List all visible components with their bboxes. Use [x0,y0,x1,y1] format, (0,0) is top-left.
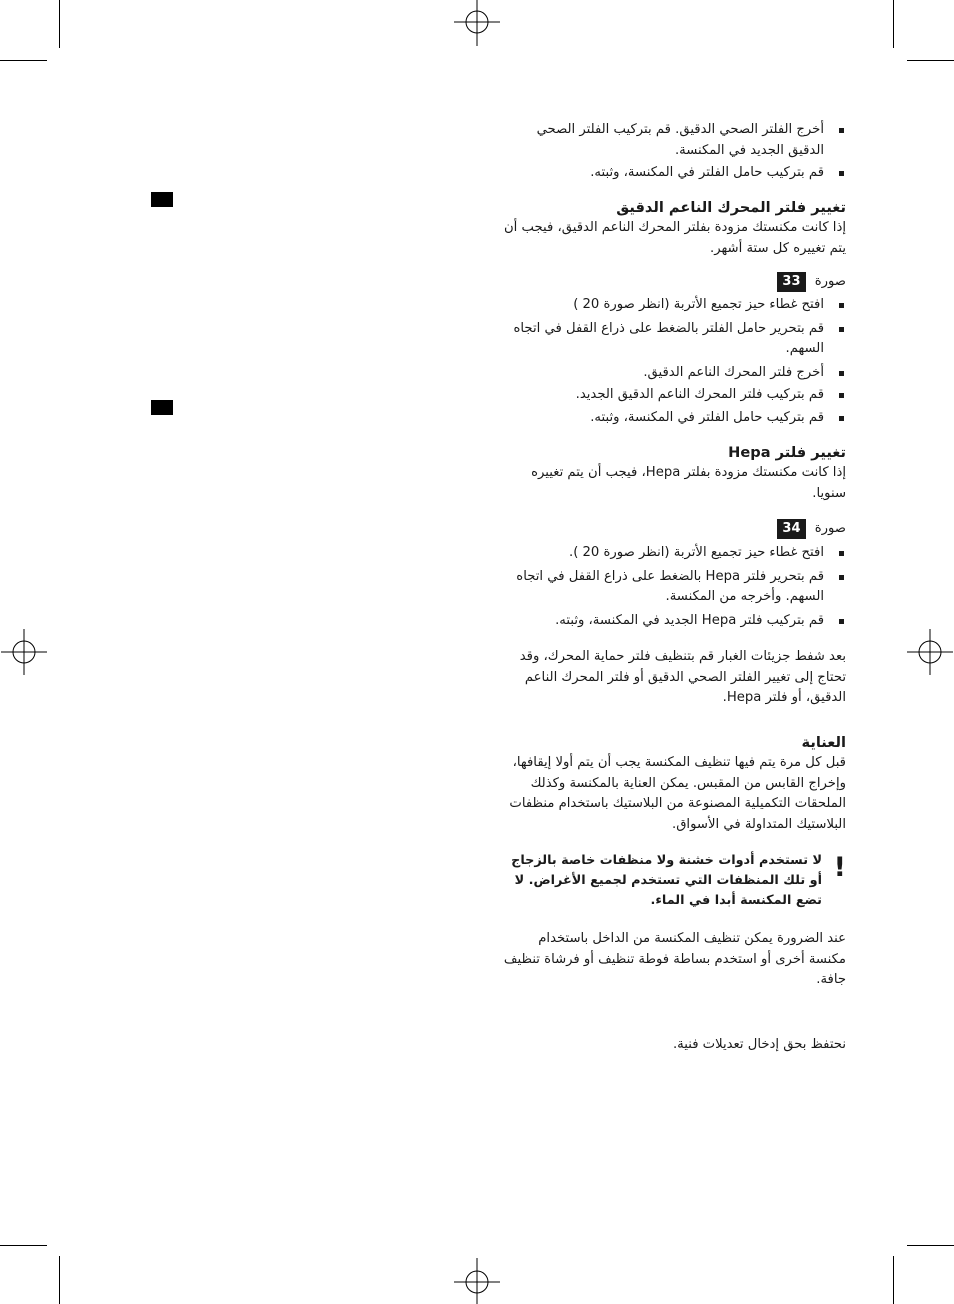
section-intro: إذا كانت مكنستك مزودة بفلتر المحرك الناعم الدقيق، فيجب أن يتم تغييره كل ستة أشهر. [503,220,846,256]
section-heading: تغيير فلتر المحرك الناعم الدقيق [616,199,846,216]
crop-mark [59,1256,60,1304]
fine-filter-steps [500,295,846,428]
list-item: قم بتركيب حامل الفلتر في المكنسة، وثبته. [500,408,846,429]
list-item: قم بتحرير فلتر Hepa بالضغط على ذراع القفل في اتجاه السهم. وأخرجه من المكنسة. [500,567,846,608]
figure-ref [500,518,846,541]
list-item: افتح غطاء حيز تجميع الأتربة (انظر صورة 20 ). [500,543,846,564]
list-item: قم بتركيب حامل الفلتر في المكنسة، وثبته. [500,163,846,184]
crop-mark [0,60,47,61]
crop-mark [0,1245,47,1246]
top-steps-list [500,120,846,184]
figure-label: صورة [814,521,846,536]
crop-mark [893,1256,894,1304]
section-heading: تغيير فلتر Hepa [728,444,846,461]
registration-mark-icon [454,1258,500,1304]
registration-mark-icon [907,629,953,675]
hepa-filter-section [500,442,846,709]
registration-mark-icon [454,0,500,46]
crop-mark [59,0,60,48]
section-heading: العناية [801,734,846,751]
exclamation-icon: ! [833,852,846,883]
hepa-filter-steps [500,543,846,631]
list-item: قم بتركيب فلتر المحرك الناعم الدقيق الجديد. [500,385,846,406]
side-tab-marker [151,400,173,415]
registration-mark-icon [1,629,47,675]
list-item: أخرج فلتر المحرك الناعم الدقيق. [500,363,846,384]
list-item: قم بتحرير حامل الفلتر بالضغط على ذراع القفل في اتجاه السهم. [500,319,846,360]
section-intro: إذا كانت مكنستك مزودة بفلتر Hepa، فيجب أن يتم تغييره سنويا. [531,465,846,501]
list-item: قم بتركيب فلتر Hepa الجديد في المكنسة، وثبته. [500,611,846,632]
care-note: عند الضرورة يمكن تنظيف المكنسة من الداخل باستخدام مكنسة أخرى أو استخدم بساطة فوطة تنظيف أو فرشاة تنظيف جافة. [503,931,846,987]
footer-note: نحتفظ بحق إدخال تعديلات فنية. [672,1037,846,1052]
care-section [500,732,846,991]
crop-mark [907,60,954,61]
crop-mark [893,0,894,48]
crop-mark [907,1245,954,1246]
list-item: افتح غطاء حيز تجميع الأتربة (انظر صورة 20 ) [500,295,846,316]
list-item: أخرج الفلتر الصحي الدقيق. قم بتركيب الفلتر الصحي الدقيق الجديد في المكنسة. [500,120,846,161]
warning-box [500,851,846,911]
side-tab-marker [151,192,173,207]
figure-number-badge: 34 [777,519,805,539]
figure-label: صورة [814,274,846,289]
warning-text: لا تستخدم أدوات خشنة ولا منظفات خاصة بالزجاج أو تلك المنظفات التي تستخدم لجميع الأغراض. لا تضع المكنسة أبدا في الماء. [511,853,822,908]
section-intro: قبل كل مرة يتم فيها تنظيف المكنسة يجب أن يتم أولا إيقافها، وإخراج القابس من المقبس. يمكن العناية بالمكنسة وكذلك الملحقات التكميلية المصنوعة من البلاستيك باستخدام منظفات البلاستيك المتداولة في الأسواق. [509,755,846,832]
fine-filter-section [500,197,846,428]
hepa-note: بعد شفط جزيئات الغبار قم بتنظيف فلتر حماية المحرك، وقد تحتاج إلى تغيير الفلتر الصحي الدقيق أو فلتر المحرك الناعم الدقيق، أو فلتر Hepa. [519,649,846,705]
figure-ref [500,271,846,294]
figure-number-badge: 33 [777,272,805,292]
